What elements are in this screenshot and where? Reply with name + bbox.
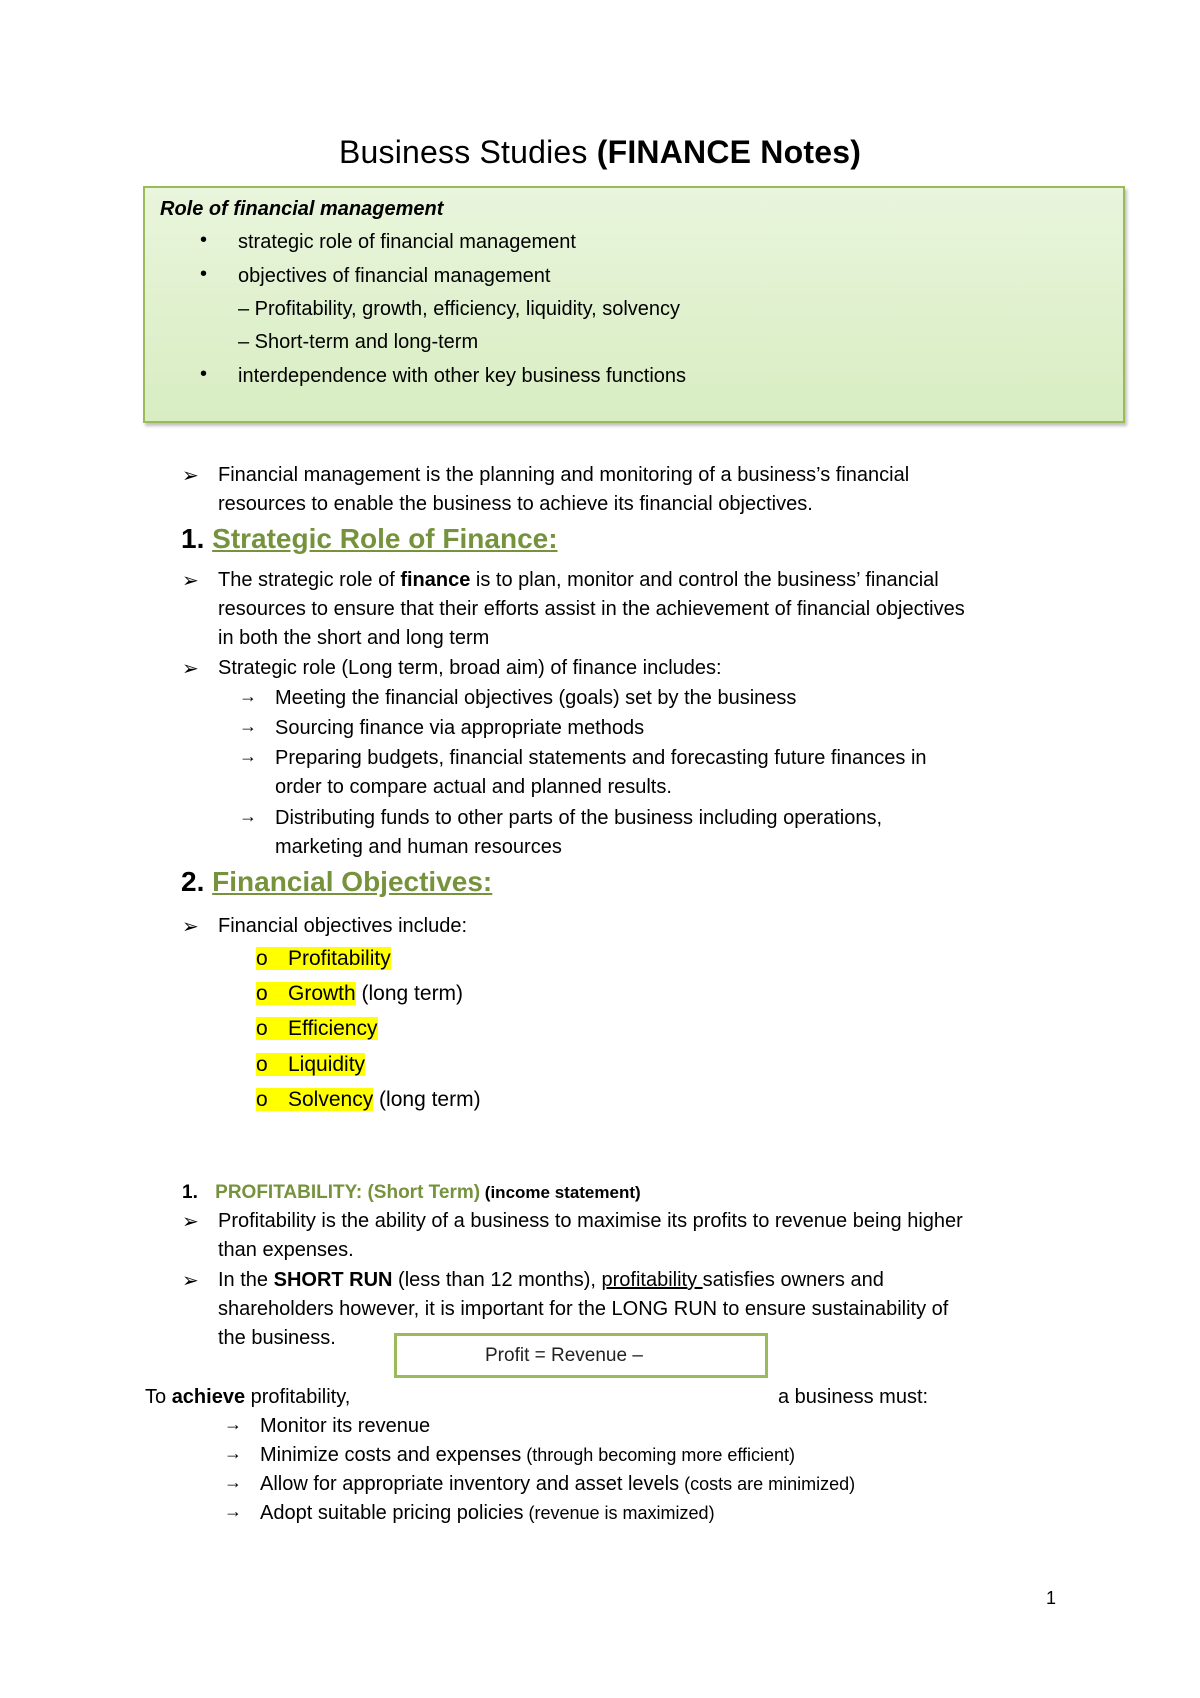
paragraph-line: in both the short and long term (218, 627, 490, 649)
syllabus-box (143, 186, 1125, 423)
objective-item (256, 1015, 378, 1043)
list-item-continued: marketing and human resources (275, 836, 562, 858)
text-run-underline: profitability (601, 1269, 703, 1291)
right-arrow-icon: → (239, 716, 257, 736)
intro-line: Financial management is the planning and monitoring of a business’s financial (218, 464, 910, 486)
text-run: profitability, (245, 1386, 351, 1408)
arrow-bullet-icon: ➢ (182, 1211, 199, 1233)
right-arrow-icon: → (239, 806, 257, 826)
action-item (260, 1499, 715, 1528)
text-run: To (145, 1386, 172, 1408)
bullet-dot: • (200, 363, 208, 385)
arrow-bullet-icon: ➢ (182, 658, 199, 680)
box-item: objectives of financial management (238, 265, 551, 287)
paragraph-line: resources to ensure that their efforts assist in the achievement of financial objectives (218, 598, 965, 620)
circle-bullet-icon: o (256, 1053, 268, 1076)
bullet-dot: • (200, 263, 208, 285)
title-bold: (FINANCE Notes) (596, 134, 862, 170)
action-text: Adopt suitable pricing policies (260, 1502, 524, 1524)
box-item: interdependence with other key business functions (238, 365, 687, 387)
text-run: is to plan, monitor and control the business’ financial (470, 569, 939, 591)
box-subitem: – Profitability, growth, efficiency, liquidity, solvency (238, 298, 681, 320)
box-item: strategic role of financial management (238, 231, 576, 253)
box-subitem: – Short-term and long-term (238, 331, 479, 353)
right-arrow-icon: → (239, 686, 257, 706)
action-note: (costs are minimized) (679, 1474, 856, 1494)
circle-bullet-icon: o (256, 1088, 268, 1111)
action-item (260, 1441, 795, 1470)
list-item: Meeting the financial objectives (goals) set by the business (275, 687, 797, 709)
paragraph-line (218, 566, 939, 595)
box-heading: Role of financial management (160, 198, 444, 220)
section-number: 1. (181, 523, 205, 554)
objective-label: Solvency (288, 1088, 374, 1111)
text-run: The strategic role of (218, 569, 401, 591)
document-title (0, 132, 1200, 172)
objective-item (256, 1051, 365, 1079)
profitability-title: PROFITABILITY: (Short Term) (215, 1182, 481, 1203)
paragraph-line: shareholders however, it is important for the LONG RUN to ensure sustainability of (218, 1298, 949, 1320)
achieve-line-end: a business must: (778, 1386, 929, 1408)
objective-item (256, 945, 391, 973)
profitability-heading (182, 1178, 641, 1207)
list-item: Sourcing finance via appropriate methods (275, 717, 645, 739)
arrow-bullet-icon: ➢ (182, 570, 199, 592)
action-text: Monitor its revenue (260, 1415, 431, 1437)
text-run: satisfies owners and (702, 1269, 884, 1291)
action-text: Allow for appropriate inventory and asset levels (260, 1473, 680, 1495)
text-run-bold: finance (400, 569, 471, 591)
paragraph-line: Strategic role (Long term, broad aim) of finance includes: (218, 657, 722, 679)
objective-item (256, 1086, 481, 1114)
text-run: In the (218, 1269, 274, 1291)
circle-bullet-icon: o (256, 1017, 268, 1040)
section-title: Financial Objectives: (212, 866, 493, 897)
section-number: 1. (182, 1182, 198, 1203)
objective-label: Liquidity (288, 1053, 366, 1076)
profitability-note: (income statement) (480, 1183, 641, 1202)
action-note: (revenue is maximized) (523, 1503, 715, 1523)
intro-line: resources to enable the business to achieve its financial objectives. (218, 493, 813, 515)
section-number: 2. (181, 866, 205, 897)
profit-formula-box: Profit = Revenue – (394, 1333, 768, 1378)
paragraph-line: Financial objectives include: (218, 915, 468, 937)
arrow-bullet-icon: ➢ (182, 916, 199, 938)
right-arrow-icon: → (224, 1501, 242, 1521)
circle-bullet-icon: o (256, 982, 268, 1005)
paragraph-line (218, 1266, 884, 1295)
section-heading-financial-objectives (181, 865, 492, 899)
objective-label: Growth (288, 982, 356, 1005)
text-run: (less than 12 months), (392, 1269, 602, 1291)
right-arrow-icon: → (224, 1443, 242, 1463)
text-run-bold: SHORT RUN (273, 1269, 393, 1291)
page-number: 1 (1046, 1588, 1057, 1608)
action-note: (through becoming more efficient) (521, 1445, 796, 1465)
text-run-bold: achieve (171, 1386, 246, 1408)
paragraph-line: Profitability is the ability of a business to maximise its profits to revenue being higher (218, 1210, 963, 1232)
list-item: Preparing budgets, financial statements and forecasting future finances in (275, 747, 927, 769)
action-item (260, 1470, 855, 1499)
action-text: Minimize costs and expenses (260, 1444, 522, 1466)
paragraph-line: than expenses. (218, 1239, 354, 1261)
list-item: Distributing funds to other parts of the business including operations, (275, 807, 883, 829)
objective-label: Profitability (288, 947, 391, 970)
action-item (260, 1412, 430, 1441)
objective-item (256, 980, 463, 1008)
objective-note: (long term) (355, 982, 464, 1005)
right-arrow-icon: → (224, 1414, 242, 1434)
section-heading-strategic-role (181, 522, 558, 556)
paragraph-line: the business. (218, 1327, 336, 1349)
bullet-dot: • (200, 229, 208, 251)
arrow-bullet-icon: ➢ (182, 1270, 199, 1292)
circle-bullet-icon: o (256, 947, 268, 970)
list-item-continued: order to compare actual and planned results. (275, 776, 672, 798)
objective-note: (long term) (373, 1088, 481, 1111)
objective-label: Efficiency (288, 1017, 378, 1040)
arrow-bullet-icon: ➢ (182, 465, 199, 487)
right-arrow-icon: → (239, 746, 257, 766)
section-title: Strategic Role of Finance: (212, 523, 558, 554)
right-arrow-icon: → (224, 1472, 242, 1492)
achieve-line (145, 1383, 350, 1412)
title-plain: Business Studies (338, 134, 597, 170)
